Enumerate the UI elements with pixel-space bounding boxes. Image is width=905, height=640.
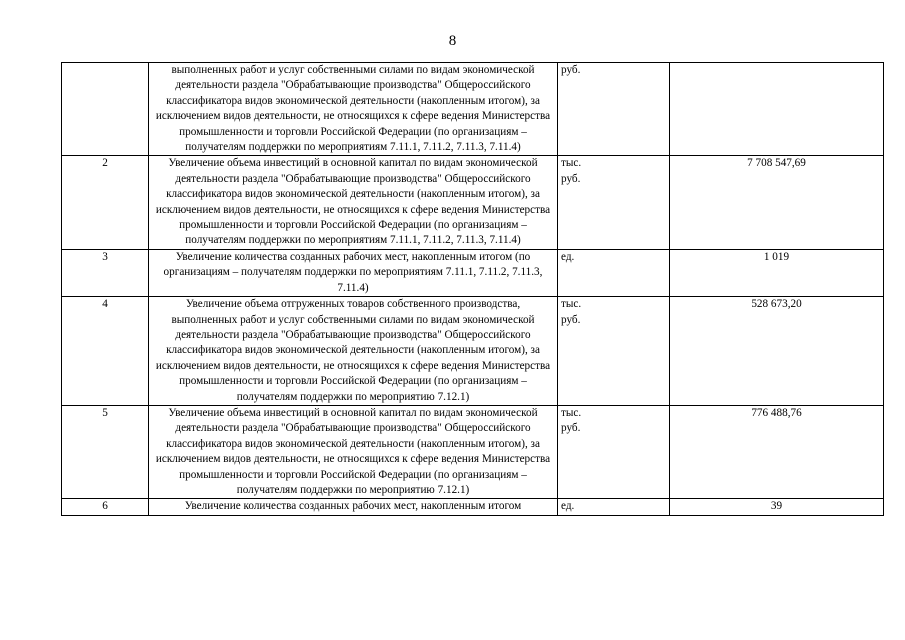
unit-text: руб. (561, 64, 581, 76)
unit-text: тыс. (561, 157, 582, 170)
indicator-description-cell: Увеличение количества созданных рабочих мест, накопленным итогом (149, 499, 558, 515)
row-number-cell: 6 (62, 499, 149, 515)
indicator-description-cell: выполненных работ и услуг собственными силами по видам экономической деятельности раздела "Обрабатывающие производства" Общероссийского классификатора видов экономической деятельности (накопленным итогом), за исключением видов деятельности, не относящихся к сфере ведения Министерства промышленности и торговли Российской Федерации (по организациям – получателям поддержки по мероприятиям 7.11.1, 7.11.2, 7.11.3, 7.11.4) (149, 63, 558, 156)
unit-cell (558, 499, 670, 515)
unit-text: руб. (561, 422, 581, 435)
unit-cell (558, 297, 670, 406)
value-cell: 1 019 (670, 249, 884, 296)
indicator-description-cell: Увеличение количества созданных рабочих мест, накопленным итогом (по организациям – получателям поддержки по мероприятиям 7.11.1, 7.11.2, 7.11.3, 7.11.4) (149, 249, 558, 296)
indicator-description-cell: Увеличение объема отгруженных товаров собственного производства, выполненных работ и услуг собственными силами по видам экономической деятельности раздела "Обрабатывающие производства" Общероссийского классификатора видов экономической деятельности (накопленным итогом), за исключением видов деятельности, не относящихся к сфере ведения Министерства промышленности и торговли Российской Федерации (по организациям – получателям поддержки по мероприятию 7.12.1) (149, 297, 558, 406)
row-number-cell (62, 63, 149, 156)
unit-text: ед. (561, 500, 575, 513)
indicator-description-cell: Увеличение объема инвестиций в основной капитал по видам экономической деятельности раздела "Обрабатывающие производства" Общероссийского классификатора видов экономической деятельности (накопленным итогом), за исключением видов деятельности, не относящихся к сфере ведения Министерства промышленности и торговли Российской Федерации (по организациям – получателям поддержки по мероприятиям 7.11.1, 7.11.2, 7.11.3, 7.11.4) (149, 156, 558, 249)
unit-cell (558, 156, 670, 249)
value-cell: 776 488,76 (670, 405, 884, 498)
value-cell (670, 63, 884, 156)
unit-text: руб. (561, 172, 581, 185)
unit-text: тыс. (561, 298, 582, 311)
value-cell: 528 673,20 (670, 297, 884, 406)
row-number-cell: 5 (62, 405, 149, 498)
row-number-cell: 3 (62, 249, 149, 296)
page-number: 8 (448, 33, 457, 49)
table-row (62, 249, 884, 296)
table-row (62, 156, 884, 249)
row-number-cell: 4 (62, 297, 149, 406)
value-cell: 39 (670, 499, 884, 515)
row-number-cell: 2 (62, 156, 149, 249)
unit-text: тыс. (561, 406, 582, 419)
table-row (62, 499, 884, 515)
indicator-description-cell: Увеличение объема инвестиций в основной капитал по видам экономической деятельности раздела "Обрабатывающие производства" Общероссийского классификатора видов экономической деятельности (накопленным итогом), за исключением видов деятельности, не относящихся к сфере ведения Министерства промышленности и торговли Российской Федерации (по организациям – получателям поддержки по мероприятию 7.12.1) (149, 405, 558, 498)
value-cell: 7 708 547,69 (670, 156, 884, 249)
table-row (62, 405, 884, 498)
unit-text: руб. (561, 313, 581, 326)
table-row (62, 63, 884, 156)
unit-cell (558, 249, 670, 296)
table-row (62, 297, 884, 406)
unit-cell (558, 405, 670, 498)
unit-cell (558, 63, 670, 156)
unit-text: ед. (561, 250, 575, 263)
indicators-table (61, 62, 884, 516)
